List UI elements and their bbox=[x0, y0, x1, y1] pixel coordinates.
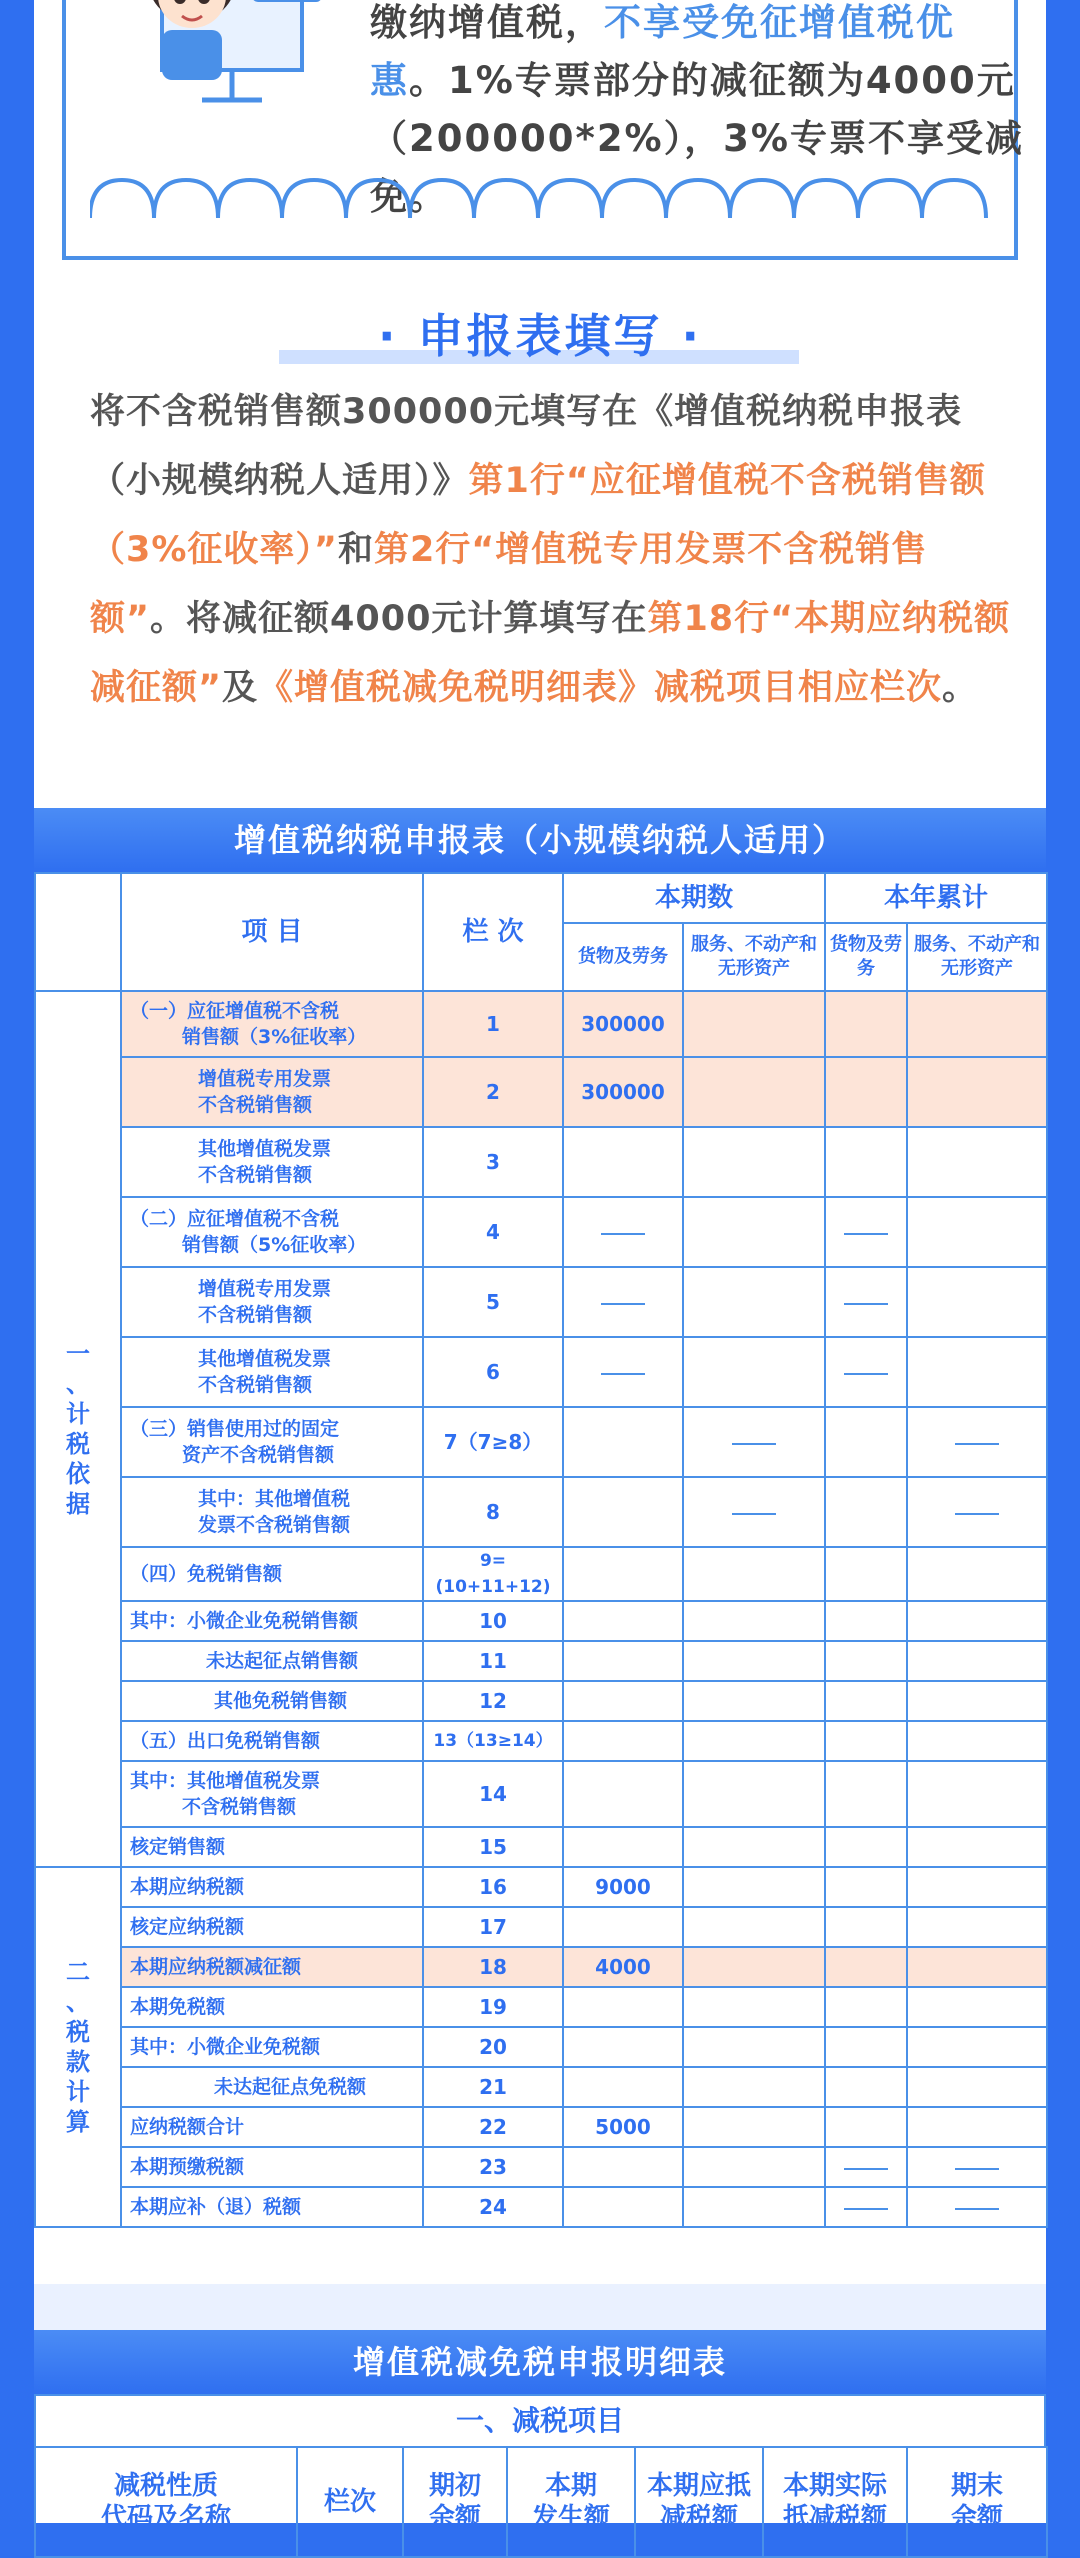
value-cell bbox=[563, 1407, 683, 1477]
table-row bbox=[35, 1827, 1047, 1867]
value-cell bbox=[825, 1721, 907, 1761]
header-current: 本期数 bbox=[563, 873, 825, 923]
table-row bbox=[35, 1721, 1047, 1761]
value-cell bbox=[825, 1057, 907, 1127]
value-cell bbox=[683, 1907, 825, 1947]
value-cell bbox=[563, 1681, 683, 1721]
value-cell bbox=[907, 1601, 1047, 1641]
relief-table-header: 本期 发生额 bbox=[507, 2447, 635, 2557]
value-cell bbox=[825, 1197, 907, 1267]
value-cell bbox=[683, 1407, 825, 1477]
row-label: （三）销售使用过的固定 资产不含税销售额 bbox=[121, 1407, 423, 1477]
value-cell bbox=[563, 1721, 683, 1761]
table-row bbox=[35, 1641, 1047, 1681]
value-cell bbox=[683, 1127, 825, 1197]
para-text-3: 。将减征额4000元计算填写在 bbox=[150, 599, 648, 639]
table-row bbox=[35, 1947, 1047, 1987]
para-highlight-4: 《增值税减免税明细表》减税项目相应栏次 bbox=[258, 668, 943, 708]
value-cell: 4000 bbox=[563, 1947, 683, 1987]
para-text-4: 及 bbox=[222, 668, 259, 708]
value-cell bbox=[825, 2107, 907, 2147]
value-cell bbox=[683, 2187, 825, 2227]
dash-mark bbox=[955, 1513, 999, 1515]
row-label: 未达起征点销售额 bbox=[121, 1641, 423, 1681]
row-col-number: 14 bbox=[423, 1761, 563, 1827]
header-blank bbox=[35, 873, 121, 991]
value-cell bbox=[683, 1827, 825, 1867]
row-label: 其他免税销售额 bbox=[121, 1681, 423, 1721]
value-cell bbox=[683, 1547, 825, 1601]
value-cell bbox=[825, 2067, 907, 2107]
row-label: 本期预缴税额 bbox=[121, 2147, 423, 2187]
value-cell bbox=[907, 991, 1047, 1057]
row-col-number: 15 bbox=[423, 1827, 563, 1867]
row-col-number: 17 bbox=[423, 1907, 563, 1947]
row-col-number: 10 bbox=[423, 1601, 563, 1641]
value-cell bbox=[907, 2107, 1047, 2147]
value-cell bbox=[563, 1761, 683, 1827]
value-cell bbox=[907, 1547, 1047, 1601]
row-col-number: 4 bbox=[423, 1197, 563, 1267]
analysis-text-highlight: 不享受免征增值税优惠 bbox=[370, 1, 955, 102]
value-cell bbox=[825, 1907, 907, 1947]
value-cell bbox=[563, 1827, 683, 1867]
header-ytd: 本年累计 bbox=[825, 873, 1047, 923]
row-col-number: 19 bbox=[423, 1987, 563, 2027]
table-row bbox=[35, 1867, 1047, 1907]
value-cell bbox=[683, 1197, 825, 1267]
table-row bbox=[35, 2067, 1047, 2107]
para-text-2: 和 bbox=[337, 530, 374, 570]
row-col-number: 8 bbox=[423, 1477, 563, 1547]
row-col-number: 3 bbox=[423, 1127, 563, 1197]
row-col-number: 6 bbox=[423, 1337, 563, 1407]
value-cell bbox=[825, 1601, 907, 1641]
header-col: 栏 次 bbox=[423, 873, 563, 991]
table-row bbox=[35, 1477, 1047, 1547]
value-cell bbox=[825, 1827, 907, 1867]
section-tax-basis: 一 、 计 税 依 据 bbox=[35, 991, 121, 1867]
table-row bbox=[35, 1907, 1047, 1947]
value-cell bbox=[907, 1827, 1047, 1867]
row-col-number: 11 bbox=[423, 1641, 563, 1681]
row-label: 其中：小微企业免税销售额 bbox=[121, 1601, 423, 1641]
table-row bbox=[35, 2147, 1047, 2187]
row-label: 增值税专用发票 不含税销售额 bbox=[121, 1057, 423, 1127]
value-cell bbox=[907, 1127, 1047, 1197]
dash-mark bbox=[732, 1513, 776, 1515]
dash-mark bbox=[601, 1233, 645, 1235]
table-row bbox=[35, 1127, 1047, 1197]
dash-mark bbox=[955, 1443, 999, 1445]
value-cell bbox=[563, 1127, 683, 1197]
row-label: 增值税专用发票 不含税销售额 bbox=[121, 1267, 423, 1337]
value-cell bbox=[563, 2027, 683, 2067]
dash-mark bbox=[844, 2168, 888, 2170]
analysis-text-part1: 缴纳增值税， bbox=[370, 1, 604, 44]
row-col-number: 22 bbox=[423, 2107, 563, 2147]
value-cell bbox=[907, 1057, 1047, 1127]
table-row bbox=[35, 1267, 1047, 1337]
header-goods-ytd: 货物及劳务 bbox=[825, 923, 907, 991]
value-cell bbox=[563, 1477, 683, 1547]
para-text-5: 。 bbox=[942, 668, 979, 708]
value-cell bbox=[907, 2187, 1047, 2227]
dash-mark bbox=[955, 2208, 999, 2210]
value-cell: 300000 bbox=[563, 991, 683, 1057]
para-highlight-1: 第1行“应征增值税不含税销售额（3%征收率）” bbox=[90, 461, 986, 570]
value-cell bbox=[825, 1867, 907, 1907]
relief-table-header: 期初 余额 bbox=[403, 2447, 507, 2557]
row-label: （一）应征增值税不含税 销售额（3%征收率） bbox=[121, 991, 423, 1057]
row-col-number: 20 bbox=[423, 2027, 563, 2067]
relief-table-header: 本期应抵 减税额 bbox=[635, 2447, 763, 2557]
value-cell bbox=[683, 1681, 825, 1721]
row-col-number: 5 bbox=[423, 1267, 563, 1337]
row-col-number: 16 bbox=[423, 1867, 563, 1907]
dash-mark bbox=[844, 2208, 888, 2210]
dash-mark bbox=[844, 1233, 888, 1235]
row-col-number: 2 bbox=[423, 1057, 563, 1127]
row-label: （五）出口免税销售额 bbox=[121, 1721, 423, 1761]
value-cell bbox=[563, 1907, 683, 1947]
table2-subtitle: 一、减税项目 bbox=[34, 2396, 1046, 2446]
value-cell bbox=[563, 1601, 683, 1641]
value-cell: 5000 bbox=[563, 2107, 683, 2147]
value-cell bbox=[563, 1197, 683, 1267]
value-cell bbox=[825, 1407, 907, 1477]
value-cell bbox=[825, 1477, 907, 1547]
row-label: 本期应纳税额 bbox=[121, 1867, 423, 1907]
row-label: （二）应征增值税不含税 销售额（5%征收率） bbox=[121, 1197, 423, 1267]
value-cell bbox=[907, 1641, 1047, 1681]
value-cell bbox=[825, 1547, 907, 1601]
row-label: 核定销售额 bbox=[121, 1827, 423, 1867]
value-cell bbox=[825, 1761, 907, 1827]
table-row bbox=[35, 1407, 1047, 1477]
value-cell bbox=[907, 1867, 1047, 1907]
value-cell bbox=[907, 1681, 1047, 1721]
analysis-box bbox=[62, 0, 1024, 260]
relief-table-header: 减税性质 代码及名称 bbox=[35, 2447, 297, 2557]
value-cell bbox=[563, 2067, 683, 2107]
row-label: 其中：小微企业免税额 bbox=[121, 2027, 423, 2067]
table-row bbox=[35, 1601, 1047, 1641]
value-cell: 300000 bbox=[563, 1057, 683, 1127]
value-cell bbox=[563, 1547, 683, 1601]
row-col-number: 23 bbox=[423, 2147, 563, 2187]
section-tax-calculation: 二 、 税 款 计 算 bbox=[35, 1867, 121, 2227]
header-services: 服务、不动产和无形资产 bbox=[683, 923, 825, 991]
table-row bbox=[35, 1547, 1047, 1601]
value-cell bbox=[683, 2067, 825, 2107]
value-cell bbox=[683, 2107, 825, 2147]
value-cell bbox=[825, 1947, 907, 1987]
row-label: （四）免税销售额 bbox=[121, 1547, 423, 1601]
table-row bbox=[35, 1337, 1047, 1407]
value-cell: 9000 bbox=[563, 1867, 683, 1907]
value-cell bbox=[825, 1267, 907, 1337]
value-cell bbox=[683, 1641, 825, 1681]
relief-table-header: 期末 余额 bbox=[907, 2447, 1047, 2557]
value-cell bbox=[825, 1681, 907, 1721]
table-row bbox=[35, 2107, 1047, 2147]
value-cell bbox=[825, 2147, 907, 2187]
value-cell bbox=[907, 1947, 1047, 1987]
value-cell bbox=[825, 2187, 907, 2227]
relief-table bbox=[34, 2446, 1048, 2558]
dash-mark bbox=[601, 1303, 645, 1305]
row-label: 核定应纳税额 bbox=[121, 1907, 423, 1947]
scallop-border-decoration bbox=[90, 178, 1000, 218]
value-cell bbox=[907, 2147, 1047, 2187]
row-col-number: 1 bbox=[423, 991, 563, 1057]
value-cell bbox=[683, 1477, 825, 1547]
value-cell bbox=[825, 1641, 907, 1681]
value-cell bbox=[907, 1267, 1047, 1337]
value-cell bbox=[907, 1197, 1047, 1267]
analysis-text-part2: 。1%专票部分的减征额为4000元（200000*2%），3%专票不享受减免。 bbox=[370, 59, 1024, 218]
value-cell bbox=[683, 1057, 825, 1127]
header-services-ytd: 服务、不动产和无形资产 bbox=[907, 923, 1047, 991]
value-cell bbox=[907, 2027, 1047, 2067]
value-cell bbox=[683, 1601, 825, 1641]
value-cell bbox=[907, 1477, 1047, 1547]
value-cell bbox=[907, 1987, 1047, 2027]
row-col-number: 12 bbox=[423, 1681, 563, 1721]
value-cell bbox=[907, 1761, 1047, 1827]
value-cell bbox=[683, 1337, 825, 1407]
value-cell bbox=[825, 991, 907, 1057]
teacher-avatar-icon bbox=[132, 0, 322, 130]
value-cell bbox=[825, 1127, 907, 1197]
row-label: 其他增值税发票 不含税销售额 bbox=[121, 1127, 423, 1197]
value-cell bbox=[683, 2027, 825, 2067]
value-cell bbox=[907, 1407, 1047, 1477]
table-row bbox=[35, 991, 1047, 1057]
relief-table-header: 本期实际 抵减税额 bbox=[763, 2447, 907, 2557]
value-cell bbox=[683, 1947, 825, 1987]
value-cell bbox=[563, 1337, 683, 1407]
row-col-number: 21 bbox=[423, 2067, 563, 2107]
value-cell bbox=[683, 1267, 825, 1337]
table-row bbox=[35, 1197, 1047, 1267]
value-cell bbox=[907, 1721, 1047, 1761]
value-cell bbox=[907, 1337, 1047, 1407]
value-cell bbox=[563, 1641, 683, 1681]
row-col-number: 13（13≥14） bbox=[423, 1721, 563, 1761]
value-cell bbox=[825, 1337, 907, 1407]
vat-return-table bbox=[34, 872, 1048, 2228]
value-cell bbox=[683, 2147, 825, 2187]
table2-title: 增值税减免税申报明细表 bbox=[34, 2330, 1046, 2394]
spacer-strip bbox=[34, 2284, 1046, 2330]
row-label: 本期应纳税额减征额 bbox=[121, 1947, 423, 1987]
dash-mark bbox=[844, 1373, 888, 1375]
page bbox=[34, 0, 1046, 2533]
value-cell bbox=[907, 2067, 1047, 2107]
dash-mark bbox=[732, 1443, 776, 1445]
instruction-paragraph bbox=[90, 378, 1020, 723]
value-cell bbox=[563, 2187, 683, 2227]
row-label: 其他增值税发票 不含税销售额 bbox=[121, 1337, 423, 1407]
value-cell bbox=[825, 1987, 907, 2027]
value-cell bbox=[907, 1907, 1047, 1947]
value-cell bbox=[563, 2147, 683, 2187]
row-label: 本期免税额 bbox=[121, 1987, 423, 2027]
row-label: 其中：其他增值税 发票不含税销售额 bbox=[121, 1477, 423, 1547]
dash-mark bbox=[844, 1303, 888, 1305]
table-row bbox=[35, 2187, 1047, 2227]
row-label: 未达起征点免税额 bbox=[121, 2067, 423, 2107]
table-row bbox=[35, 1057, 1047, 1127]
section-heading: · 申报表填写 · bbox=[378, 309, 702, 363]
value-cell bbox=[563, 1267, 683, 1337]
row-label: 应纳税额合计 bbox=[121, 2107, 423, 2147]
value-cell bbox=[683, 1987, 825, 2027]
row-col-number: 9=(10+11+12) bbox=[423, 1547, 563, 1601]
header-goods: 货物及劳务 bbox=[563, 923, 683, 991]
row-label: 其中：其他增值税发票 不含税销售额 bbox=[121, 1761, 423, 1827]
table-row bbox=[35, 1761, 1047, 1827]
header-item: 项 目 bbox=[121, 873, 423, 991]
dash-mark bbox=[601, 1373, 645, 1375]
dash-mark bbox=[955, 2168, 999, 2170]
value-cell bbox=[683, 991, 825, 1057]
para-highlight-2: 第2行“增值税专用发票不含税销售额” bbox=[90, 530, 928, 639]
table-row bbox=[35, 2027, 1047, 2067]
table1-title: 增值税纳税申报表（小规模纳税人适用） bbox=[34, 808, 1046, 872]
value-cell bbox=[683, 1867, 825, 1907]
row-col-number: 18 bbox=[423, 1947, 563, 1987]
value-cell bbox=[563, 1987, 683, 2027]
value-cell bbox=[683, 1721, 825, 1761]
row-col-number: 7（7≥8） bbox=[423, 1407, 563, 1477]
para-text-1: 将不含税销售额300000元填写在《增值税纳税申报表（小规模纳税人适用）》 bbox=[90, 392, 963, 501]
table-row bbox=[35, 1987, 1047, 2027]
table-row bbox=[35, 1681, 1047, 1721]
relief-table-header: 栏次 bbox=[297, 2447, 403, 2557]
para-highlight-3: 第18行“本期应纳税额减征额” bbox=[90, 599, 1011, 708]
row-label: 本期应补（退）税额 bbox=[121, 2187, 423, 2227]
row-col-number: 24 bbox=[423, 2187, 563, 2227]
value-cell bbox=[825, 2027, 907, 2067]
value-cell bbox=[683, 1761, 825, 1827]
